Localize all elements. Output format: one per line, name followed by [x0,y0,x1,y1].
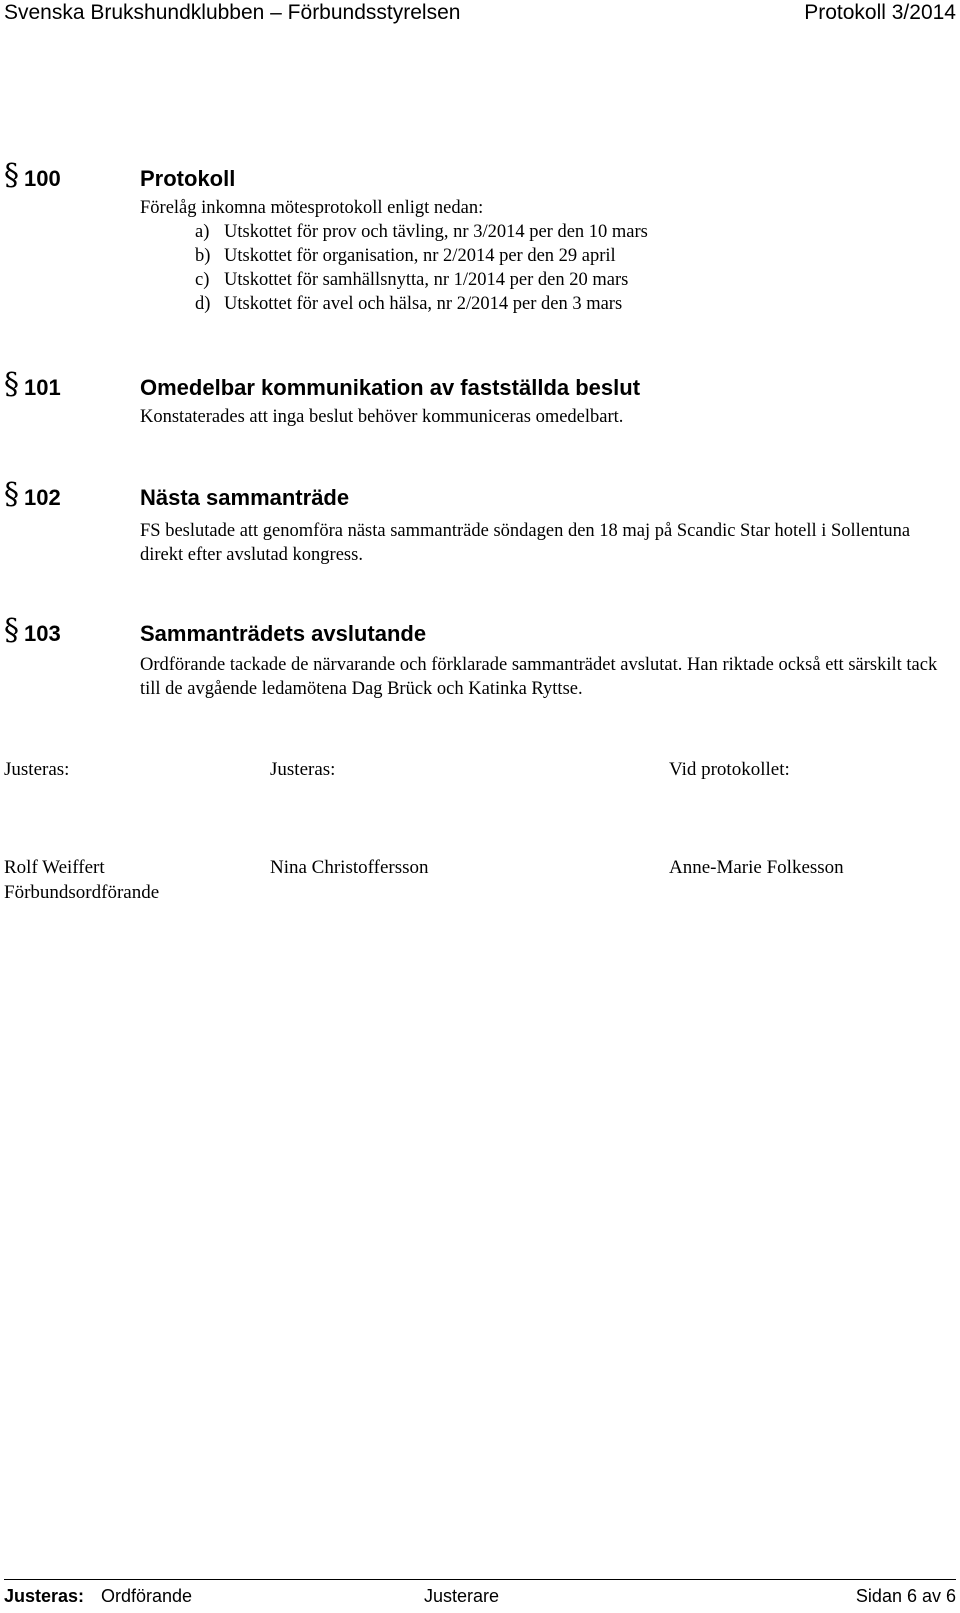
page-number: Sidan 6 av 6 [855,1586,956,1606]
section-number: 103 [24,621,61,646]
section-title: Nästa sammanträde [140,485,350,510]
section-102 [4,477,956,567]
minutes-list [140,220,956,316]
list-item [140,268,956,292]
list-item-label: d) [195,294,211,314]
section-body: Konstaterades att inga beslut behöver kommuniceras omedelbart. [140,407,624,427]
list-item-label: a) [195,222,210,242]
list-item [140,292,956,316]
paragraph-sign-icon: § [4,613,19,648]
header-organization: Svenska Brukshundklubben – Förbundsstyrelsen [4,1,461,24]
section-103 [4,613,956,701]
section-title: Protokoll [140,166,236,191]
list-item-text: Utskottet för samhällsnytta, nr 1/2014 per den 20 mars [224,270,629,290]
page-header [4,0,956,30]
section-101 [4,367,956,429]
list-item-text: Utskottet för avel och hälsa, nr 2/2014 per den 3 mars [224,294,623,314]
paragraph-sign-icon: § [4,158,19,193]
section-title: Sammanträdets avslutande [140,621,427,646]
footer-divider [4,1579,956,1580]
section-body: FS beslutade att genomföra nästa sammanträde söndagen den 18 maj på Scandic Star hotell i Sollentuna direkt efter avslutad kongress. [140,521,911,565]
section-number: 100 [24,166,61,191]
section-number: 102 [24,485,61,510]
footer-chair: Ordförande [101,1586,193,1606]
signature-label: Justeras: [270,759,336,780]
signatory-name: Nina Christoffersson [270,857,429,878]
header-protocol-number: Protokoll 3/2014 [804,1,956,24]
list-item [140,220,956,244]
list-item-label: c) [195,270,210,290]
section-number: 101 [24,375,61,400]
list-item-label: b) [195,246,211,266]
section-body: Ordförande tackade de närvarande och förklarade sammanträdet avslutat. Han riktade också ett särskilt tack till de avgående ledamötena Dag Brück och Katinka Ryttse. [140,655,938,699]
list-item-text: Utskottet för prov och tävling, nr 3/2014 per den 10 mars [224,222,648,242]
signatory-role: Förbundsordförande [4,882,160,903]
section-100 [4,158,956,316]
paragraph-sign-icon: § [4,477,19,512]
paragraph-sign-icon: § [4,367,19,402]
signature-label: Justeras: [4,759,70,780]
footer-label: Justeras: [4,1586,85,1606]
signature-label: Vid protokollet: [669,759,790,780]
footer-adjuster: Justerare [424,1586,500,1606]
section-intro: Förelåg inkomna mötesprotokoll enligt nedan: [140,198,484,218]
signatory-name: Rolf Weiffert [4,857,105,878]
signatory-name: Anne-Marie Folkesson [669,857,844,878]
list-item-text: Utskottet för organisation, nr 2/2014 per den 29 april [224,246,616,266]
list-item [140,244,956,268]
section-title: Omedelbar kommunikation av fastställda beslut [140,375,641,400]
